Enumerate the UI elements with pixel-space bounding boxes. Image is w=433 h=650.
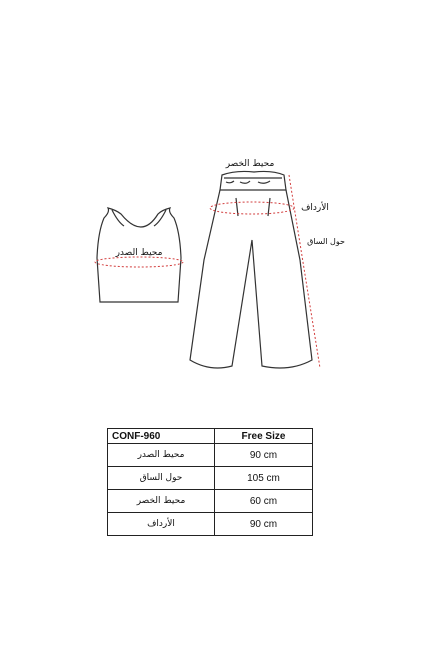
row-value: 90 cm [215, 444, 313, 467]
row-label: حول الساق [108, 467, 215, 490]
table-header-model: CONF-960 [108, 429, 215, 444]
waist-label: محيط الخصر [225, 159, 275, 169]
bust-measure-line [95, 257, 183, 267]
table-row [108, 490, 313, 513]
hips-measure-line [210, 202, 294, 214]
row-value: 105 cm [215, 467, 313, 490]
bust-label: محيط الصدر [115, 248, 163, 258]
row-label: محيط الصدر [108, 444, 215, 467]
row-value: 60 cm [215, 490, 313, 513]
row-label: محيط الخصر [108, 490, 215, 513]
table-row [108, 513, 313, 536]
table-header-row [108, 429, 313, 444]
pants-drawing [190, 171, 312, 368]
table-row [108, 467, 313, 490]
hips-label: الأرداف [301, 203, 329, 213]
leg-label: حول الساق [307, 237, 345, 246]
row-label: الأرداف [108, 513, 215, 536]
row-value: 90 cm [215, 513, 313, 536]
table-row [108, 444, 313, 467]
size-chart-table [107, 428, 313, 536]
table-header-size: Free Size [215, 429, 313, 444]
